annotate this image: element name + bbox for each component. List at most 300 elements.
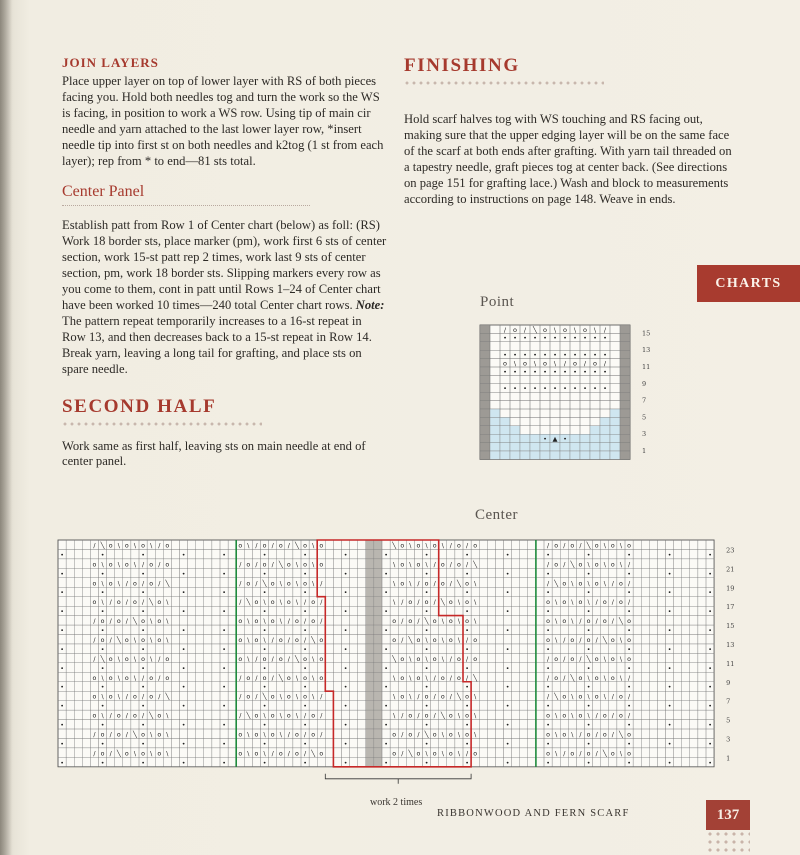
page-number: 137 — [706, 800, 750, 830]
point-symbol: • — [573, 384, 577, 393]
point-symbol: • — [523, 367, 527, 376]
point-row-label: 9 — [642, 379, 647, 388]
center-symbol: o — [133, 599, 137, 607]
center-symbol: \ — [295, 693, 299, 701]
center-symbol: \ — [166, 599, 169, 607]
center-symbol: \ — [150, 618, 153, 626]
center-symbol: \ — [587, 561, 590, 569]
center-symbol: • — [303, 722, 307, 729]
center-symbol: o — [440, 693, 445, 701]
center-symbol: o — [133, 712, 137, 720]
center-symbol: \ — [247, 618, 250, 626]
center-symbol: / — [255, 542, 258, 550]
point-cell — [610, 434, 620, 442]
center-symbol: o — [286, 674, 291, 682]
center-symbol: o — [100, 750, 105, 758]
center-symbol: o — [619, 580, 623, 588]
center-symbol: ╲ — [554, 693, 559, 701]
point-symbol: • — [573, 351, 577, 359]
point-cell — [480, 375, 490, 383]
point-cell — [600, 434, 610, 442]
center-symbol: o — [286, 599, 291, 607]
center-symbol: • — [141, 627, 145, 635]
center-shaded-cell — [374, 616, 382, 625]
center-symbol: • — [424, 722, 429, 729]
center-symbol: \ — [101, 674, 104, 682]
center-symbol: • — [465, 608, 469, 616]
center-symbol: o — [270, 731, 275, 739]
center-symbol: / — [627, 674, 631, 682]
center-symbol: \ — [619, 655, 623, 663]
center-symbol: \ — [263, 618, 266, 626]
center-shaded-cell — [366, 748, 374, 757]
point-symbol: / — [603, 359, 607, 368]
center-symbol: / — [611, 580, 614, 588]
center-symbol: \ — [312, 580, 315, 588]
point-cell — [610, 417, 620, 425]
center-shaded-cell — [374, 559, 382, 568]
center-symbol: / — [465, 674, 469, 682]
center-symbol: / — [465, 542, 469, 550]
center-symbol: • — [667, 551, 672, 559]
center-shaded-cell — [374, 710, 382, 719]
center-symbol: o — [457, 674, 461, 682]
center-symbol: o — [602, 599, 607, 607]
center-symbol: o — [586, 636, 591, 644]
center-symbol: / — [417, 599, 420, 607]
center-symbol: \ — [279, 731, 282, 739]
center-symbol: ╲ — [246, 599, 251, 607]
center-symbol: / — [433, 712, 436, 720]
center-symbol: • — [100, 627, 105, 635]
center-symbol: ╲ — [602, 750, 607, 758]
center-symbol: o — [465, 618, 469, 626]
point-chart-title: Point — [480, 294, 515, 310]
center-symbol: • — [586, 703, 591, 711]
center-symbol: o — [440, 674, 445, 682]
center-symbol: • — [667, 759, 672, 767]
center-symbol: o — [424, 693, 429, 701]
point-cell — [490, 451, 500, 459]
point-cell — [490, 409, 500, 417]
point-cell — [480, 384, 490, 392]
center-symbol: • — [100, 589, 105, 597]
center-symbol: o — [465, 580, 469, 588]
center-symbol: / — [546, 580, 550, 588]
point-symbol: • — [503, 351, 507, 359]
center-shaded-cell — [374, 748, 382, 757]
center-symbol: • — [627, 703, 631, 711]
center-symbol: o — [570, 636, 575, 644]
center-symbol: o — [562, 580, 567, 588]
center-symbol: o — [627, 655, 631, 663]
point-cell — [550, 443, 560, 451]
center-symbol: / — [125, 712, 128, 720]
center-symbol: / — [287, 731, 290, 739]
center-symbol: o — [141, 655, 145, 663]
center-symbol: \ — [393, 599, 396, 607]
point-symbol: • — [513, 384, 517, 393]
center-symbol: • — [181, 722, 186, 729]
center-shaded-cell — [366, 672, 374, 681]
center-symbol: • — [586, 589, 591, 597]
center-symbol: / — [239, 674, 242, 682]
charts-tab[interactable]: CHARTS — [697, 265, 800, 302]
point-symbol: • — [583, 384, 587, 393]
center-shaded-cell — [374, 625, 382, 634]
center-symbol: \ — [133, 542, 137, 550]
center-symbol: o — [311, 731, 316, 739]
center-symbol: ╲ — [570, 561, 575, 569]
center-symbol: / — [433, 580, 436, 588]
center-symbol: • — [627, 608, 631, 616]
center-symbol: o — [254, 618, 259, 626]
center-symbol: / — [595, 731, 598, 739]
point-symbol: • — [543, 367, 547, 376]
center-shaded-cell — [374, 757, 382, 766]
center-symbol: / — [579, 618, 582, 626]
center-symbol: o — [124, 561, 129, 569]
center-symbol: • — [546, 570, 550, 578]
center-symbol: • — [586, 608, 591, 616]
center-symbol: • — [343, 759, 348, 767]
point-symbol: • — [553, 367, 557, 376]
center-symbol: / — [465, 750, 469, 758]
center-symbol: • — [343, 684, 348, 692]
center-symbol: \ — [295, 674, 299, 682]
center-symbol: \ — [133, 636, 137, 644]
center-shaded-cell — [366, 549, 374, 558]
center-symbol: • — [262, 589, 267, 597]
center-symbol: ╲ — [554, 580, 559, 588]
center-symbol: \ — [150, 750, 153, 758]
center-symbol: \ — [603, 674, 606, 682]
center-symbol: • — [505, 608, 510, 616]
center-symbol: • — [667, 608, 672, 616]
point-cell — [500, 426, 510, 434]
center-symbol: o — [254, 731, 259, 739]
center-symbol: \ — [150, 542, 153, 550]
center-symbol: o — [108, 674, 113, 682]
center-symbol: o — [92, 693, 97, 701]
point-cell — [610, 443, 620, 451]
center-chart-title: Center — [475, 507, 518, 523]
center-symbol: / — [546, 693, 550, 701]
center-panel-text-1: Establish patt from Row 1 of Center chart (below) as foll: (RS) Work 18 border sts, place marker (pm), work first 6 sts of center section, work 15-st patt rep 2 times, work last 9 sts of center section, pm, work 18 border sts. Slipping markers every row as you come to them, cont in patt until Rows 1–24 of Center chart have been worked 10 times—240 total Center chart rows. — [62, 218, 387, 312]
center-symbol: \ — [117, 580, 120, 588]
point-cell — [620, 367, 630, 375]
center-symbol: o — [619, 693, 623, 701]
center-symbol: o — [124, 674, 129, 682]
center-symbol: \ — [571, 618, 574, 626]
center-symbol: \ — [295, 561, 299, 569]
center-shaded-cell — [374, 606, 382, 615]
center-symbol: o — [246, 580, 251, 588]
center-symbol: • — [60, 722, 64, 729]
center-shaded-cell — [366, 597, 374, 606]
point-row-label: 7 — [642, 396, 647, 405]
center-symbol: o — [286, 580, 291, 588]
center-symbol: / — [401, 750, 404, 758]
center-symbol: • — [100, 551, 105, 559]
center-symbol: • — [384, 703, 388, 711]
point-cell — [580, 451, 590, 459]
center-symbol: \ — [133, 750, 137, 758]
center-symbol: \ — [441, 618, 444, 626]
center-symbol: • — [667, 665, 672, 673]
center-symbol: o — [165, 674, 170, 682]
center-symbol: • — [627, 627, 631, 635]
center-shaded-cell — [366, 578, 374, 587]
center-symbol: • — [141, 740, 145, 748]
center-symbol: o — [262, 561, 267, 569]
center-symbol: • — [100, 684, 105, 692]
center-panel-note-label: Note: — [355, 297, 385, 312]
center-symbol: \ — [279, 618, 282, 626]
center-symbol: • — [100, 722, 105, 729]
second-half-text: Work same as first half, leaving sts on main needle at end of center panel. — [62, 438, 366, 469]
center-symbol: o — [594, 674, 599, 682]
center-symbol: • — [141, 684, 145, 692]
center-symbol: / — [449, 655, 452, 663]
center-symbol: o — [562, 712, 567, 720]
center-symbol: • — [181, 608, 186, 616]
point-cell — [620, 443, 630, 451]
center-symbol: \ — [571, 693, 574, 701]
center-symbol: • — [465, 740, 469, 748]
point-cell — [530, 451, 540, 459]
center-symbol: o — [124, 655, 129, 663]
center-symbol: • — [627, 570, 631, 578]
center-symbol: / — [109, 731, 112, 739]
point-cell — [620, 325, 630, 333]
center-symbol: o — [392, 750, 397, 758]
point-symbol: • — [603, 367, 607, 376]
center-symbol: \ — [457, 712, 461, 720]
center-symbol: \ — [247, 636, 250, 644]
center-symbol: / — [417, 731, 420, 739]
center-symbol: • — [384, 551, 388, 559]
point-cell — [590, 434, 600, 442]
center-symbol: / — [158, 693, 161, 701]
center-symbol: \ — [425, 674, 428, 682]
center-symbol: / — [595, 750, 598, 758]
center-symbol: • — [303, 703, 307, 711]
center-symbol: \ — [409, 655, 412, 663]
center-symbol: \ — [425, 750, 428, 758]
center-symbol: o — [286, 693, 291, 701]
center-symbol: • — [60, 684, 64, 692]
center-symbol: • — [708, 627, 712, 635]
center-symbol: o — [238, 618, 243, 626]
center-symbol: o — [473, 542, 478, 550]
point-symbol: • — [603, 334, 607, 343]
center-symbol: • — [222, 627, 226, 635]
center-symbol: \ — [603, 580, 606, 588]
center-symbol: o — [594, 693, 599, 701]
center-symbol: \ — [117, 655, 120, 663]
center-symbol: / — [239, 599, 242, 607]
point-cell — [620, 359, 630, 367]
point-symbol: • — [583, 334, 587, 343]
center-symbol: / — [433, 599, 436, 607]
center-symbol: • — [60, 551, 64, 559]
center-shaded-cell — [374, 540, 382, 549]
center-symbol: o — [270, 712, 275, 720]
point-symbol: • — [523, 351, 527, 359]
center-symbol: / — [595, 636, 598, 644]
center-symbol: \ — [474, 712, 477, 720]
center-symbol: / — [141, 693, 145, 701]
point-cell — [570, 434, 580, 442]
point-cell — [540, 451, 550, 459]
center-symbol: o — [238, 731, 243, 739]
center-symbol: • — [546, 589, 550, 597]
point-symbol: \ — [553, 359, 557, 368]
center-symbol: o — [457, 542, 461, 550]
center-symbol: \ — [555, 750, 558, 758]
center-symbol: \ — [279, 580, 282, 588]
center-symbol: o — [141, 731, 145, 739]
center-symbol: ╲ — [100, 542, 105, 550]
center-symbol: o — [473, 655, 478, 663]
center-symbol: / — [287, 655, 290, 663]
center-symbol: • — [708, 608, 712, 616]
center-symbol: / — [401, 712, 404, 720]
center-symbol: • — [505, 740, 510, 748]
center-symbol: o — [424, 599, 429, 607]
center-symbol: ╲ — [408, 750, 413, 758]
center-symbol: / — [433, 693, 436, 701]
center-symbol: o — [448, 750, 453, 758]
center-symbol: \ — [101, 599, 104, 607]
center-symbol: o — [116, 599, 121, 607]
center-symbol: o — [610, 655, 615, 663]
point-symbol: • — [533, 367, 537, 376]
center-symbol: • — [667, 646, 672, 654]
center-symbol: / — [449, 542, 452, 550]
center-symbol: \ — [166, 750, 169, 758]
center-row-label: 5 — [726, 716, 731, 725]
center-symbol: / — [465, 655, 469, 663]
center-symbol: • — [667, 684, 672, 692]
center-symbol: \ — [150, 655, 153, 663]
center-symbol: / — [627, 599, 631, 607]
point-symbol: • — [503, 384, 507, 393]
center-symbol: ╲ — [311, 636, 316, 644]
center-symbol: o — [594, 580, 599, 588]
center-symbol: o — [133, 580, 137, 588]
center-shaded-cell — [374, 653, 382, 662]
center-symbol: o — [238, 636, 243, 644]
point-symbol: o — [573, 359, 577, 368]
center-symbol: • — [303, 570, 307, 578]
center-symbol: o — [416, 636, 421, 644]
point-cell — [480, 426, 490, 434]
center-symbol: o — [610, 674, 615, 682]
finishing-heading: FINISHING — [404, 55, 520, 76]
center-symbol: o — [562, 731, 567, 739]
center-symbol: / — [239, 580, 242, 588]
point-symbol: • — [593, 384, 597, 393]
center-symbol: • — [546, 703, 550, 711]
center-symbol: / — [449, 580, 452, 588]
center-symbol: / — [125, 731, 128, 739]
center-symbol: ╲ — [278, 561, 283, 569]
center-symbol: / — [271, 655, 274, 663]
center-symbol: ╲ — [295, 655, 299, 663]
center-symbol: • — [262, 722, 267, 729]
center-symbol: • — [262, 570, 267, 578]
point-cell — [600, 451, 610, 459]
center-symbol: \ — [263, 731, 266, 739]
point-cell — [480, 392, 490, 400]
center-symbol: o — [270, 618, 275, 626]
center-symbol: \ — [166, 636, 169, 644]
center-symbol: / — [627, 693, 631, 701]
center-symbol: / — [546, 542, 550, 550]
center-symbol: / — [611, 731, 614, 739]
center-symbol: o — [432, 542, 437, 550]
point-cell — [620, 426, 630, 434]
center-symbol: \ — [133, 674, 137, 682]
center-shaded-cell — [366, 663, 374, 672]
center-symbol: ╲ — [100, 655, 105, 663]
center-symbol: o — [92, 599, 97, 607]
center-symbol: o — [262, 655, 267, 663]
center-symbol: • — [424, 684, 429, 692]
center-symbol: / — [320, 580, 323, 588]
center-symbol: • — [303, 684, 307, 692]
center-symbol: o — [133, 693, 137, 701]
center-symbol: / — [255, 674, 258, 682]
point-symbol: • — [503, 367, 507, 376]
point-symbol: \ — [513, 359, 517, 368]
center-symbol: • — [546, 722, 550, 729]
center-symbol: \ — [247, 731, 250, 739]
center-symbol: \ — [571, 599, 574, 607]
center-symbol: • — [424, 646, 429, 654]
center-symbol: \ — [312, 655, 315, 663]
center-symbol: / — [239, 712, 242, 720]
center-symbol: o — [619, 712, 623, 720]
center-symbol: o — [400, 674, 405, 682]
center-symbol: • — [627, 684, 631, 692]
center-symbol: \ — [247, 655, 250, 663]
point-cell — [620, 417, 630, 425]
center-shaded-cell — [366, 635, 374, 644]
point-symbol: o — [503, 359, 507, 368]
center-symbol: • — [262, 684, 267, 692]
center-symbol: / — [158, 542, 161, 550]
center-symbol: o — [546, 599, 550, 607]
center-symbol: • — [505, 703, 510, 711]
center-symbol: • — [586, 740, 591, 748]
center-symbol: / — [401, 618, 404, 626]
center-symbol: / — [449, 693, 452, 701]
point-symbol: / — [563, 359, 567, 368]
point-row-label: 1 — [642, 447, 647, 455]
center-symbol: \ — [133, 561, 137, 569]
center-symbol: • — [181, 570, 186, 578]
center-symbol: / — [255, 693, 258, 701]
point-cell — [620, 392, 630, 400]
center-symbol: o — [408, 712, 413, 720]
point-symbol: • — [583, 367, 587, 376]
center-symbol: o — [594, 542, 599, 550]
center-shaded-cell — [374, 587, 382, 596]
point-cell — [590, 451, 600, 459]
